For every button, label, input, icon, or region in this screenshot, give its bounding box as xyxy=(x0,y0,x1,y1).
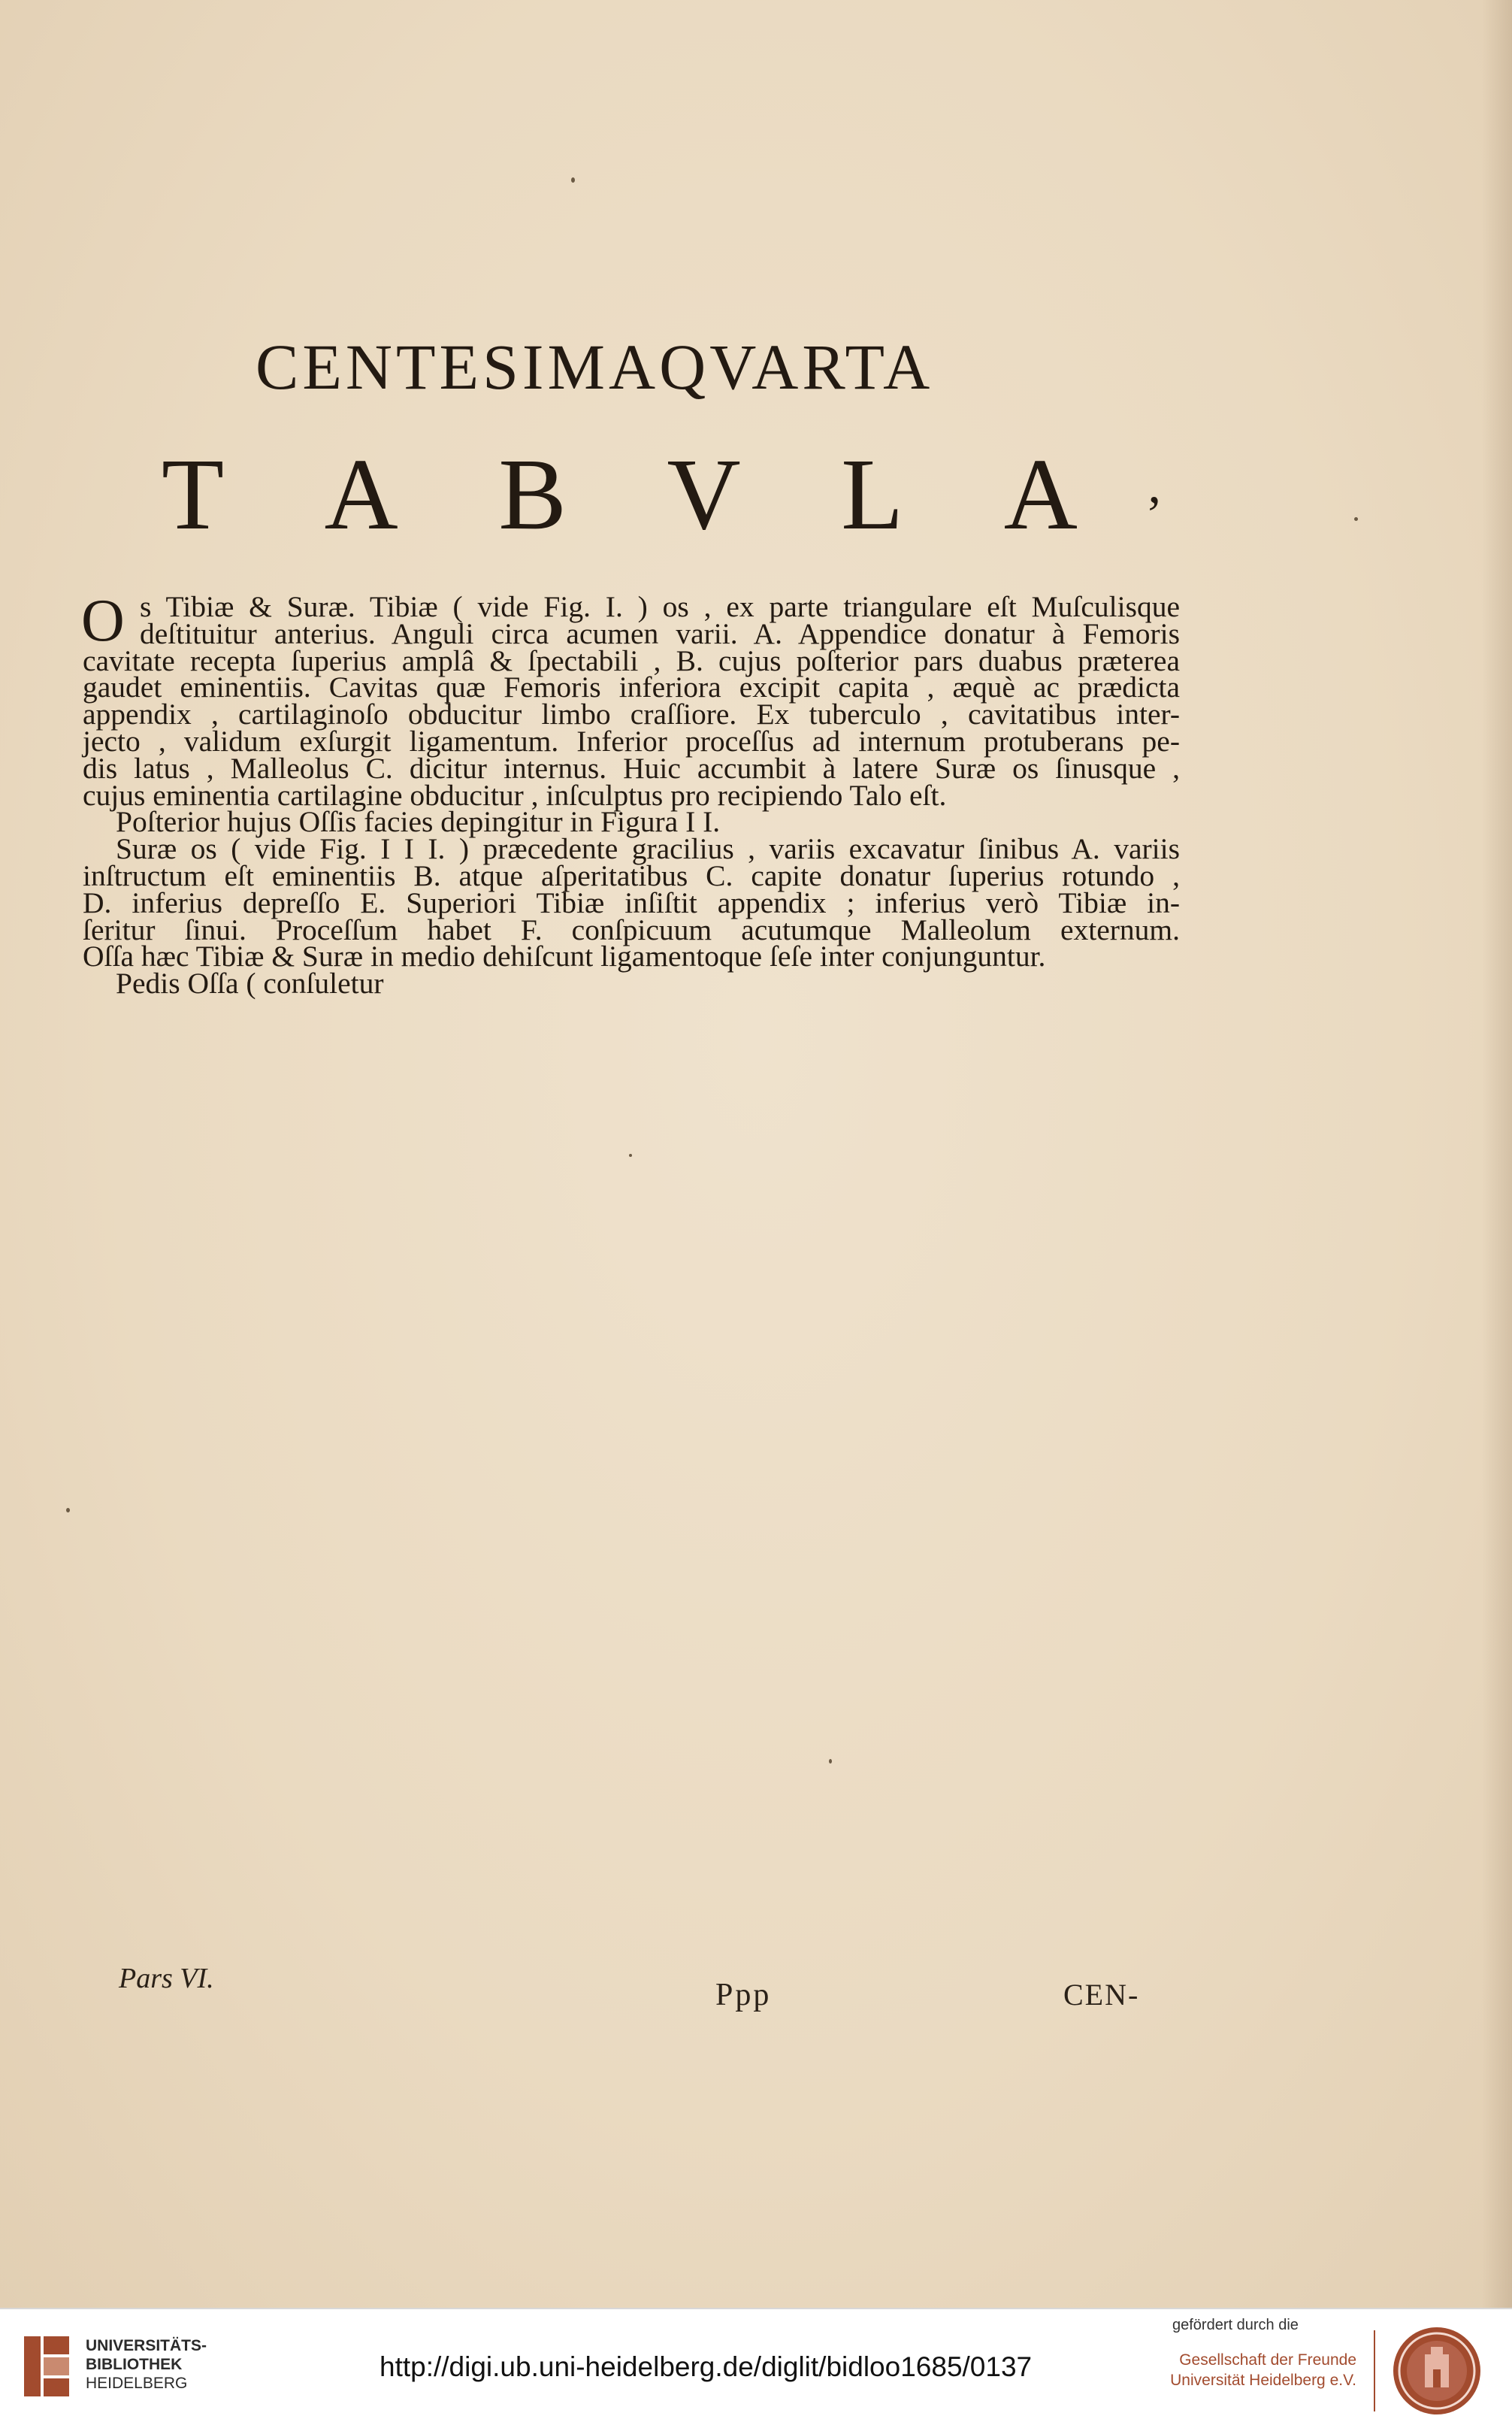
catchword: CEN- xyxy=(1063,1978,1140,2012)
library-name-line: UNIVERSITÄTS- xyxy=(86,2337,207,2354)
text-line: deſtituitur anterius. Anguli circa acumen varii. A. Appendice donatur à Femoris xyxy=(140,616,1180,650)
speck xyxy=(629,1154,632,1157)
sponsor-name-line: Universität Heidelberg e.V. xyxy=(1170,2372,1356,2389)
text-line: D. inferius depreſſo E. Superiori Tibiæ inſiſtit appendix ; inferius verò Tibiæ in- xyxy=(83,886,1180,919)
drop-cap: O xyxy=(81,588,125,654)
plate-title-tabula xyxy=(162,436,1161,553)
library-logo-icon[interactable] xyxy=(23,2335,71,2398)
library-name[interactable] xyxy=(86,2336,207,2393)
body-text xyxy=(83,590,1180,1001)
tabula-comma: , xyxy=(1148,456,1161,514)
sponsor-name[interactable] xyxy=(1169,2350,1356,2390)
library-name-line: BIBLIOTHEK xyxy=(86,2356,183,2373)
sponsor-name-line: Gesellschaft der Freunde xyxy=(1179,2351,1356,2369)
tabula-letter: V xyxy=(667,438,741,551)
speck xyxy=(1354,517,1358,521)
text-line: Poſterior hujus Oſſis facies depingitur in Figura I I. xyxy=(116,805,721,839)
plate-heading: CENTESIMAQVARTA xyxy=(256,331,934,403)
tabula-letter: L xyxy=(841,438,904,551)
text-line: inſtructum eſt eminentiis B. atque aſperitatibus C. capite donatur ſuperius rotundo , xyxy=(83,858,1180,892)
tabula-letter: B xyxy=(498,438,567,551)
text-line: cavitate recepta ſuperius amplâ & ſpectabili , B. cujus poſterior pars duabus præterea xyxy=(83,643,1180,677)
permalink-url[interactable]: http://digi.ub.uni-heidelberg.de/diglit/bidloo1685/0137 xyxy=(380,2351,1033,2382)
speck xyxy=(829,1759,832,1764)
text-line: s Tibiæ & Suræ. Tibiæ ( vide Fig. I. ) os , ex parte triangulare eſt Muſculisque xyxy=(140,590,1180,623)
text-line: gaudet eminentiis. Cavitas quæ Femoris inferiora excipit capita , æquè ac prædicta xyxy=(83,671,1180,704)
text-line: Oſſa hæc Tibiæ & Suræ in medio dehiſcunt ligamentoque ſeſe inter conjunguntur. xyxy=(83,940,1046,973)
tabula-letter: A xyxy=(1003,438,1078,551)
tabula-letter: T xyxy=(162,438,225,551)
speck xyxy=(66,1508,70,1512)
text-line: dis latus , Malleolus C. dicitur internus. Huic accumbit à latere Suræ os ſinusque , xyxy=(83,751,1180,785)
text-line: appendix , cartilaginoſo obducitur limbo craſſiore. Ex tuberculo , cavitatibus inter- xyxy=(83,698,1180,731)
text-line: jecto , validum exſurgit ligamentum. Inferior proceſſus ad internum protuberans pe- xyxy=(83,724,1180,758)
text-line: Pedis Oſſa ( conſuletur xyxy=(116,967,384,1001)
part-label: Pars VI. xyxy=(119,1963,214,1994)
text-line: ſeritur ſinui. Proceſſum habet F. conſpicuum acutumque Malleolum externum. xyxy=(83,913,1180,946)
page-edge-shadow xyxy=(1482,0,1512,2308)
sponsor-caption: gefördert durch die xyxy=(1172,2317,1299,2333)
text-line: cujus eminentia cartilagine obducitur , inſculptus pro recipiendo Talo eſt. xyxy=(83,778,947,812)
divider xyxy=(1374,2330,1375,2411)
signature-mark: Ppp xyxy=(715,1978,772,2012)
library-footer-bar xyxy=(0,2308,1512,2422)
text-line: Suræ os ( vide Fig. I I I. ) præcedente gracilius , variis excavatur ſinibus A. variis xyxy=(116,832,1180,866)
library-name-line: HEIDELBERG xyxy=(86,2375,188,2392)
tabula-letter: A xyxy=(324,438,398,551)
university-seal-icon xyxy=(1390,2324,1483,2417)
speck xyxy=(571,177,575,183)
